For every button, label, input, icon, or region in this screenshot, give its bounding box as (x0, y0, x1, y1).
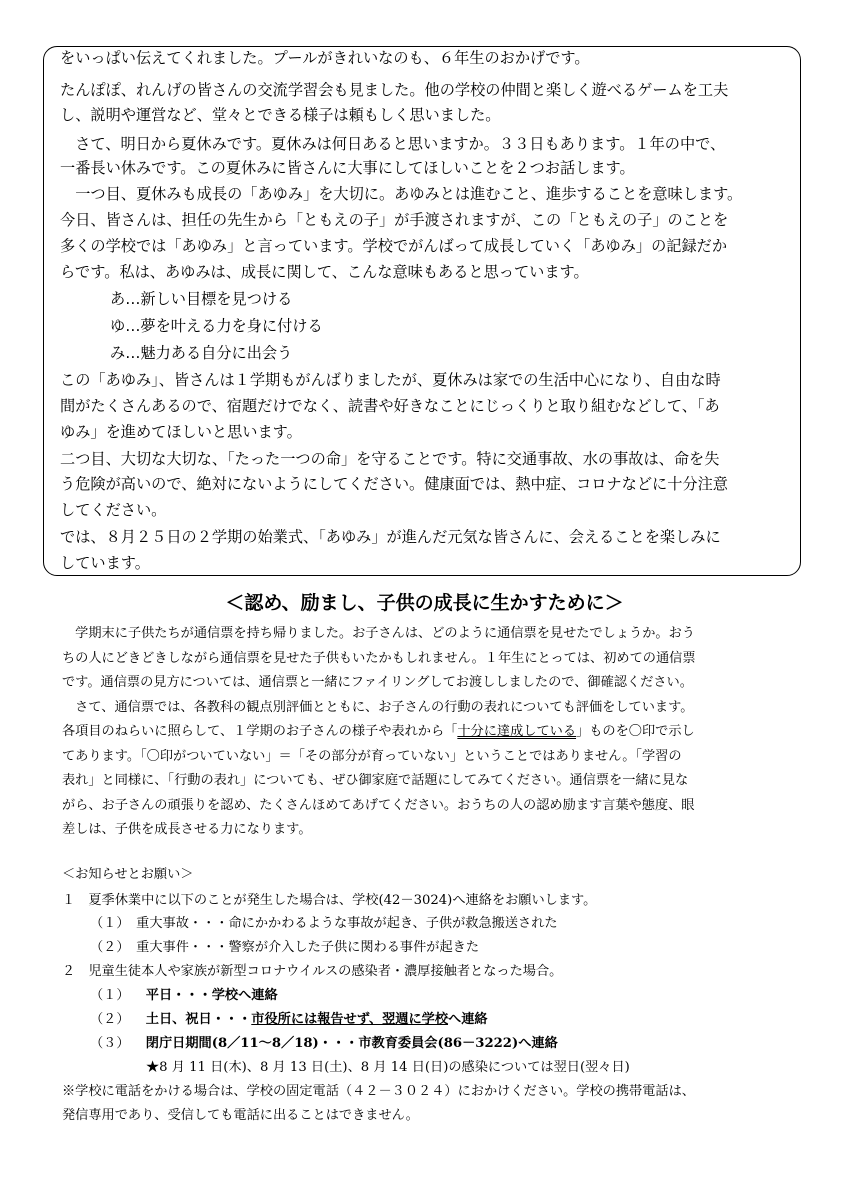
ayumi-yu-line: ゆ…夢を叶える力を身に付ける (110, 317, 323, 335)
principal-message-box (43, 46, 801, 576)
subitem-number: （２） (90, 1012, 130, 1027)
message-line: 今日、皆さんは、担任の先生から「ともえの子」が手渡されますが、この「ともえの子」のことを (60, 211, 729, 229)
star-note: ★8 月 11 日(木)、8 月 13 日(土)、8 月 14 日(日)の感染については翌日(翌々日) (146, 1060, 630, 1075)
section-title: ＜認め、励まし、子供の成長に生かすために＞ (225, 592, 624, 614)
message-line: では、８月２５日の２学期の始業式、「あゆみ」が進んだ元気な皆さんに、会えることを楽しみに (60, 528, 721, 546)
notice-subitem (90, 1035, 558, 1053)
ayumi-a-line: あ…新しい目標を見つける (110, 290, 293, 308)
message-line: してください。 (60, 501, 167, 519)
message-line: う危険が高いので、絶対にないようにしてください。健康面では、熱中症、コロナなどに十分注意 (60, 475, 728, 493)
notice-subitem: （１） 重大事故・・・命にかかわるような事故が起き、子供が救急搬送された (90, 916, 558, 931)
subitem-text: 土日、祝日・・・ (145, 1012, 252, 1027)
underlined-phrase: 十分に達成している (457, 724, 577, 739)
report-line: ちの人にどきどきしながら通信票を見せた子供もいたかもしれません。１年生にとっては、初めての通信票 (62, 651, 696, 666)
message-line: し、説明や運営など、堂々とできる様子は頼もしく思いました。 (60, 106, 501, 124)
message-line: さて、明日から夏休みです。夏休みは何日あると思いますか。３３日もあります。１年の中で、 (60, 135, 726, 153)
subitem-number: （３） (90, 1036, 130, 1051)
report-text: 」ものを〇印で示し (576, 724, 695, 739)
underlined-phrase: 市役所には報告せず、翌週に学校 (251, 1012, 449, 1027)
notice-subitem (90, 1011, 488, 1029)
ayumi-mi-line: み…魅力ある自分に出会う (110, 344, 293, 362)
message-line: をいっぱい伝えてくれました。プールがきれいなのも、６年生のおかげです。 (60, 49, 590, 67)
report-line: がら、お子さんの頑張りを認め、たくさんほめてあげてください。おうちの人の認め励ます言葉や態度、眼 (62, 798, 695, 813)
report-line: です。通信票の見方については、通信票と一緒にファイリングしてお渡ししましたので、御確認ください。 (62, 675, 693, 690)
message-line: らです。私は、あゆみは、成長に関して、こんな意味もあると思っています。 (60, 263, 589, 281)
notices-heading: ＜お知らせとお願い＞ (62, 867, 194, 882)
report-line: 差しは、子供を成長させる力になります。 (62, 822, 312, 837)
subitem-text: へ連絡 (448, 1012, 488, 1027)
report-line: 表れ」と同様に、「行動の表れ」についても、ぜひ御家庭で話題にしてみてください。通信票を一緒に見な (62, 773, 689, 788)
phone-note: 発信専用であり、受信しても電話に出ることはできません。 (62, 1108, 419, 1123)
notice-item: ２ 児童生徒本人や家族が新型コロナウイルスの感染者・濃厚接触者となった場合。 (62, 964, 563, 979)
subitem-text: 平日・・・学校へ連絡 (145, 988, 278, 1003)
notice-item: １ 夏季休業中に以下のことが発生した場合は、学校(42－3024)へ連絡をお願いします。 (62, 893, 597, 908)
message-line: 一番長い休みです。この夏休みに皆さんに大事にしてほしいことを２つお話します。 (60, 159, 635, 177)
message-line: 二つ目、大切な大切な、「たった一つの命」を守ることです。特に交通事故、水の事故は、命を失 (60, 450, 720, 468)
message-line: しています。 (60, 554, 150, 572)
message-line: 間がたくさんあるので、宿題だけでなく、読書や好きなことにじっくりと取り組むなどして、「あ (60, 397, 720, 415)
notice-subitem (90, 987, 278, 1005)
report-line: さて、通信票では、各教科の観点別評価とともに、お子さんの行動の表れについても評価をしています。 (62, 700, 694, 715)
message-line: たんぽぽ、れんげの皆さんの交流学習会も見ました。他の学校の仲間と楽しく遊べるゲームを工夫 (60, 81, 729, 99)
report-line (62, 723, 695, 741)
message-line: 一つ目、夏休みも成長の「あゆみ」を大切に。あゆみとは進むこと、進歩することを意味します。 (60, 185, 743, 203)
subitem-text: 閉庁日期間(8／11～8／18)・・・市教育委員会(86－3222)へ連絡 (145, 1036, 558, 1051)
report-line: 学期末に子供たちが通信票を持ち帰りました。お子さんは、どのように通信票を見せたでしょうか。おう (62, 626, 695, 641)
notice-subitem: （２） 重大事件・・・警察が介入した子供に関わる事件が起きた (90, 940, 480, 955)
message-line: ゆみ」を進めてほしいと思います。 (60, 423, 302, 441)
subitem-number: （１） (90, 988, 130, 1003)
report-line: てあります。「〇印がついていない」＝「その部分が育っていない」ということではありません。「学習の (62, 749, 682, 764)
message-line: この「あゆみ」、皆さんは１学期もがんばりましたが、夏休みは家での生活中心になり、自由な時 (60, 371, 721, 389)
phone-note: ※学校に電話をかける場合は、学校の固定電話（４２－３０２４）におかけください。学校の携帯電話は、 (62, 1084, 695, 1099)
report-text: 各項目のねらいに照らして、１学期のお子さんの様子や表れから「 (62, 724, 458, 739)
message-line: 多くの学校では「あゆみ」と言っています。学校でがんばって成長していく「あゆみ」の記録だか (60, 237, 728, 255)
